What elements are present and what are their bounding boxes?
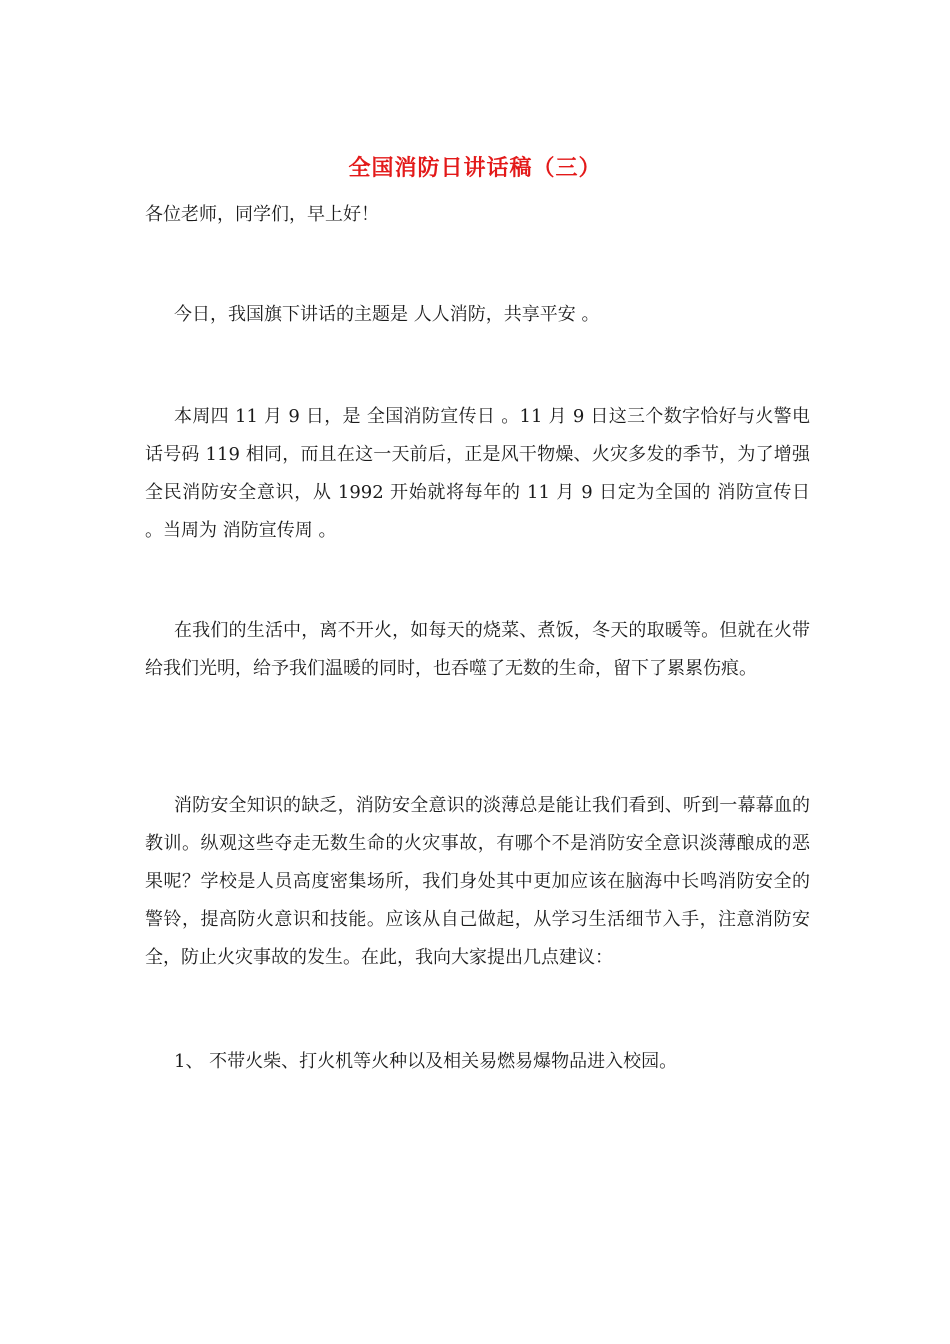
paragraph-fire-in-life: 在我们的生活中，离不开火，如每天的烧菜、煮饭，冬天的取暖等。但就在火带给我们光明，给予我们温暖的同时，也吞噬了无数的生命，留下了累累伤痕。 bbox=[145, 620, 810, 679]
document-title: 全国消防日讲话稿（三） bbox=[348, 155, 602, 181]
paragraph-theme: 今日，我国旗下讲话的主题是 人人消防，共享平安 。 bbox=[174, 304, 600, 325]
list-item-suggestion-1: 1、 不带火柴、打火机等火种以及相关易燃易爆物品进入校园。 bbox=[174, 1051, 678, 1072]
paragraph-safety-knowledge: 消防安全知识的缺乏，消防安全意识的淡薄总是能让我们看到、听到一幕幕血的教训。纵观这些夺走无数生命的火灾事故，有哪个不是消防安全意识淡薄酿成的恶果呢？学校是人员高度密集场所，我们身处其中更加应该在脑海中长鸣消防安全的警铃，提高防火意识和技能。应该从自己做起，从学习生活细节入手，注意消防安全，防止火灾事故的发生。在此，我向大家提出几点建议： bbox=[145, 795, 810, 968]
greeting: 各位老师，同学们，早上好！ bbox=[145, 204, 379, 225]
paragraph-fire-day: 本周四 11 月 9 日，是 全国消防宣传日 。11 月 9 日这三个数字恰好与火警电话号码 119 相同，而且在这一天前后，正是风干物燥、火灾多发的季节，为了增强全民消防安全意识，从 1992 开始就将每年的 11 月 9 日定为全国的 消防宣传日 。当周为 消防宣传周 。 bbox=[145, 406, 810, 541]
